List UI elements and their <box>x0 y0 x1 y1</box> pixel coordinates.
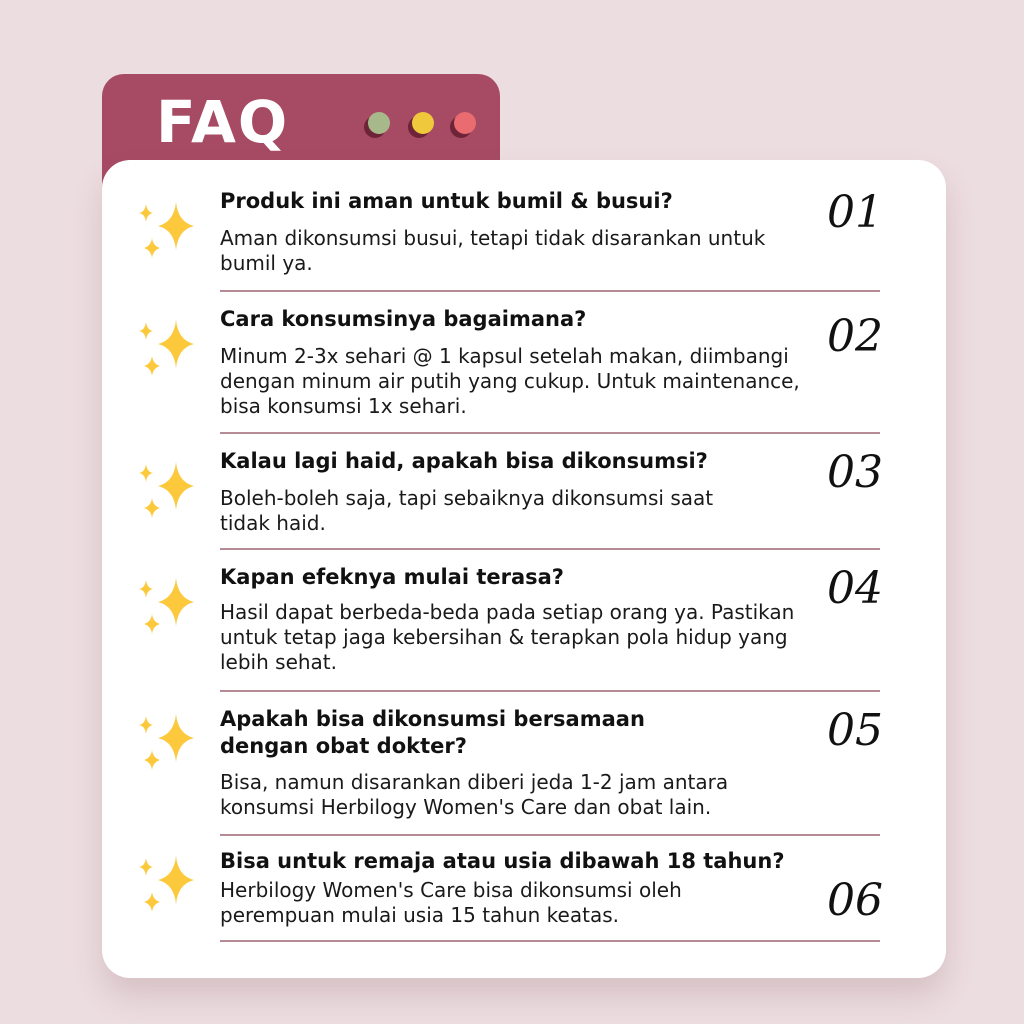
divider <box>220 432 880 434</box>
faq-title: FAQ <box>156 88 290 156</box>
faq-question: Produk ini aman untuk bumil & busui? <box>220 189 673 213</box>
sparkles-icon <box>132 196 202 266</box>
green-dot-icon <box>368 112 390 134</box>
sparkles-icon <box>132 456 202 526</box>
faq-number: 05 <box>827 705 883 756</box>
faq-card <box>102 160 946 978</box>
faq-number: 04 <box>827 563 883 614</box>
red-dot-icon <box>454 112 476 134</box>
faq-answer: Boleh-boleh saja, tapi sebaiknya dikonsumsi saat tidak haid. <box>220 486 714 535</box>
faq-number: 06 <box>827 875 883 926</box>
faq-number: 01 <box>827 187 883 238</box>
sparkles-icon <box>132 572 202 642</box>
faq-question: Cara konsumsinya bagaimana? <box>220 307 587 331</box>
faq-answer: Bisa, namun disarankan diberi jeda 1-2 jam antara konsumsi Herbilogy Women's Care dan obat lain. <box>220 770 729 819</box>
faq-question: Kalau lagi haid, apakah bisa dikonsumsi? <box>220 449 708 473</box>
faq-answer: Herbilogy Women's Care bisa dikonsumsi oleh perempuan mulai usia 15 tahun keatas. <box>220 878 682 927</box>
faq-answer: Hasil dapat berbeda-beda pada setiap orang ya. Pastikan untuk tetap jaga kebersihan & terapkan pola hidup yang lebih sehat. <box>220 600 795 674</box>
faq-answer: Aman dikonsumsi busui, tetapi tidak disarankan untuk bumil ya. <box>220 226 766 275</box>
faq-answer: Minum 2-3x sehari @ 1 kapsul setelah makan, diimbangi dengan minum air putih yang cukup. Untuk maintenance, bisa konsumsi 1x sehari. <box>220 344 800 418</box>
divider <box>220 548 880 550</box>
sparkles-icon <box>132 708 202 778</box>
yellow-dot-icon <box>412 112 434 134</box>
divider <box>220 290 880 292</box>
faq-question: Kapan efeknya mulai terasa? <box>220 565 564 589</box>
sparkles-icon <box>132 850 202 920</box>
divider <box>220 690 880 692</box>
sparkles-icon <box>132 314 202 384</box>
faq-number: 02 <box>827 311 883 362</box>
faq-question: Apakah bisa dikonsumsi bersamaan dengan obat dokter? <box>220 707 645 758</box>
faq-question: Bisa untuk remaja atau usia dibawah 18 tahun? <box>220 849 785 873</box>
divider <box>220 940 880 942</box>
faq-number: 03 <box>827 447 883 498</box>
divider <box>220 834 880 836</box>
